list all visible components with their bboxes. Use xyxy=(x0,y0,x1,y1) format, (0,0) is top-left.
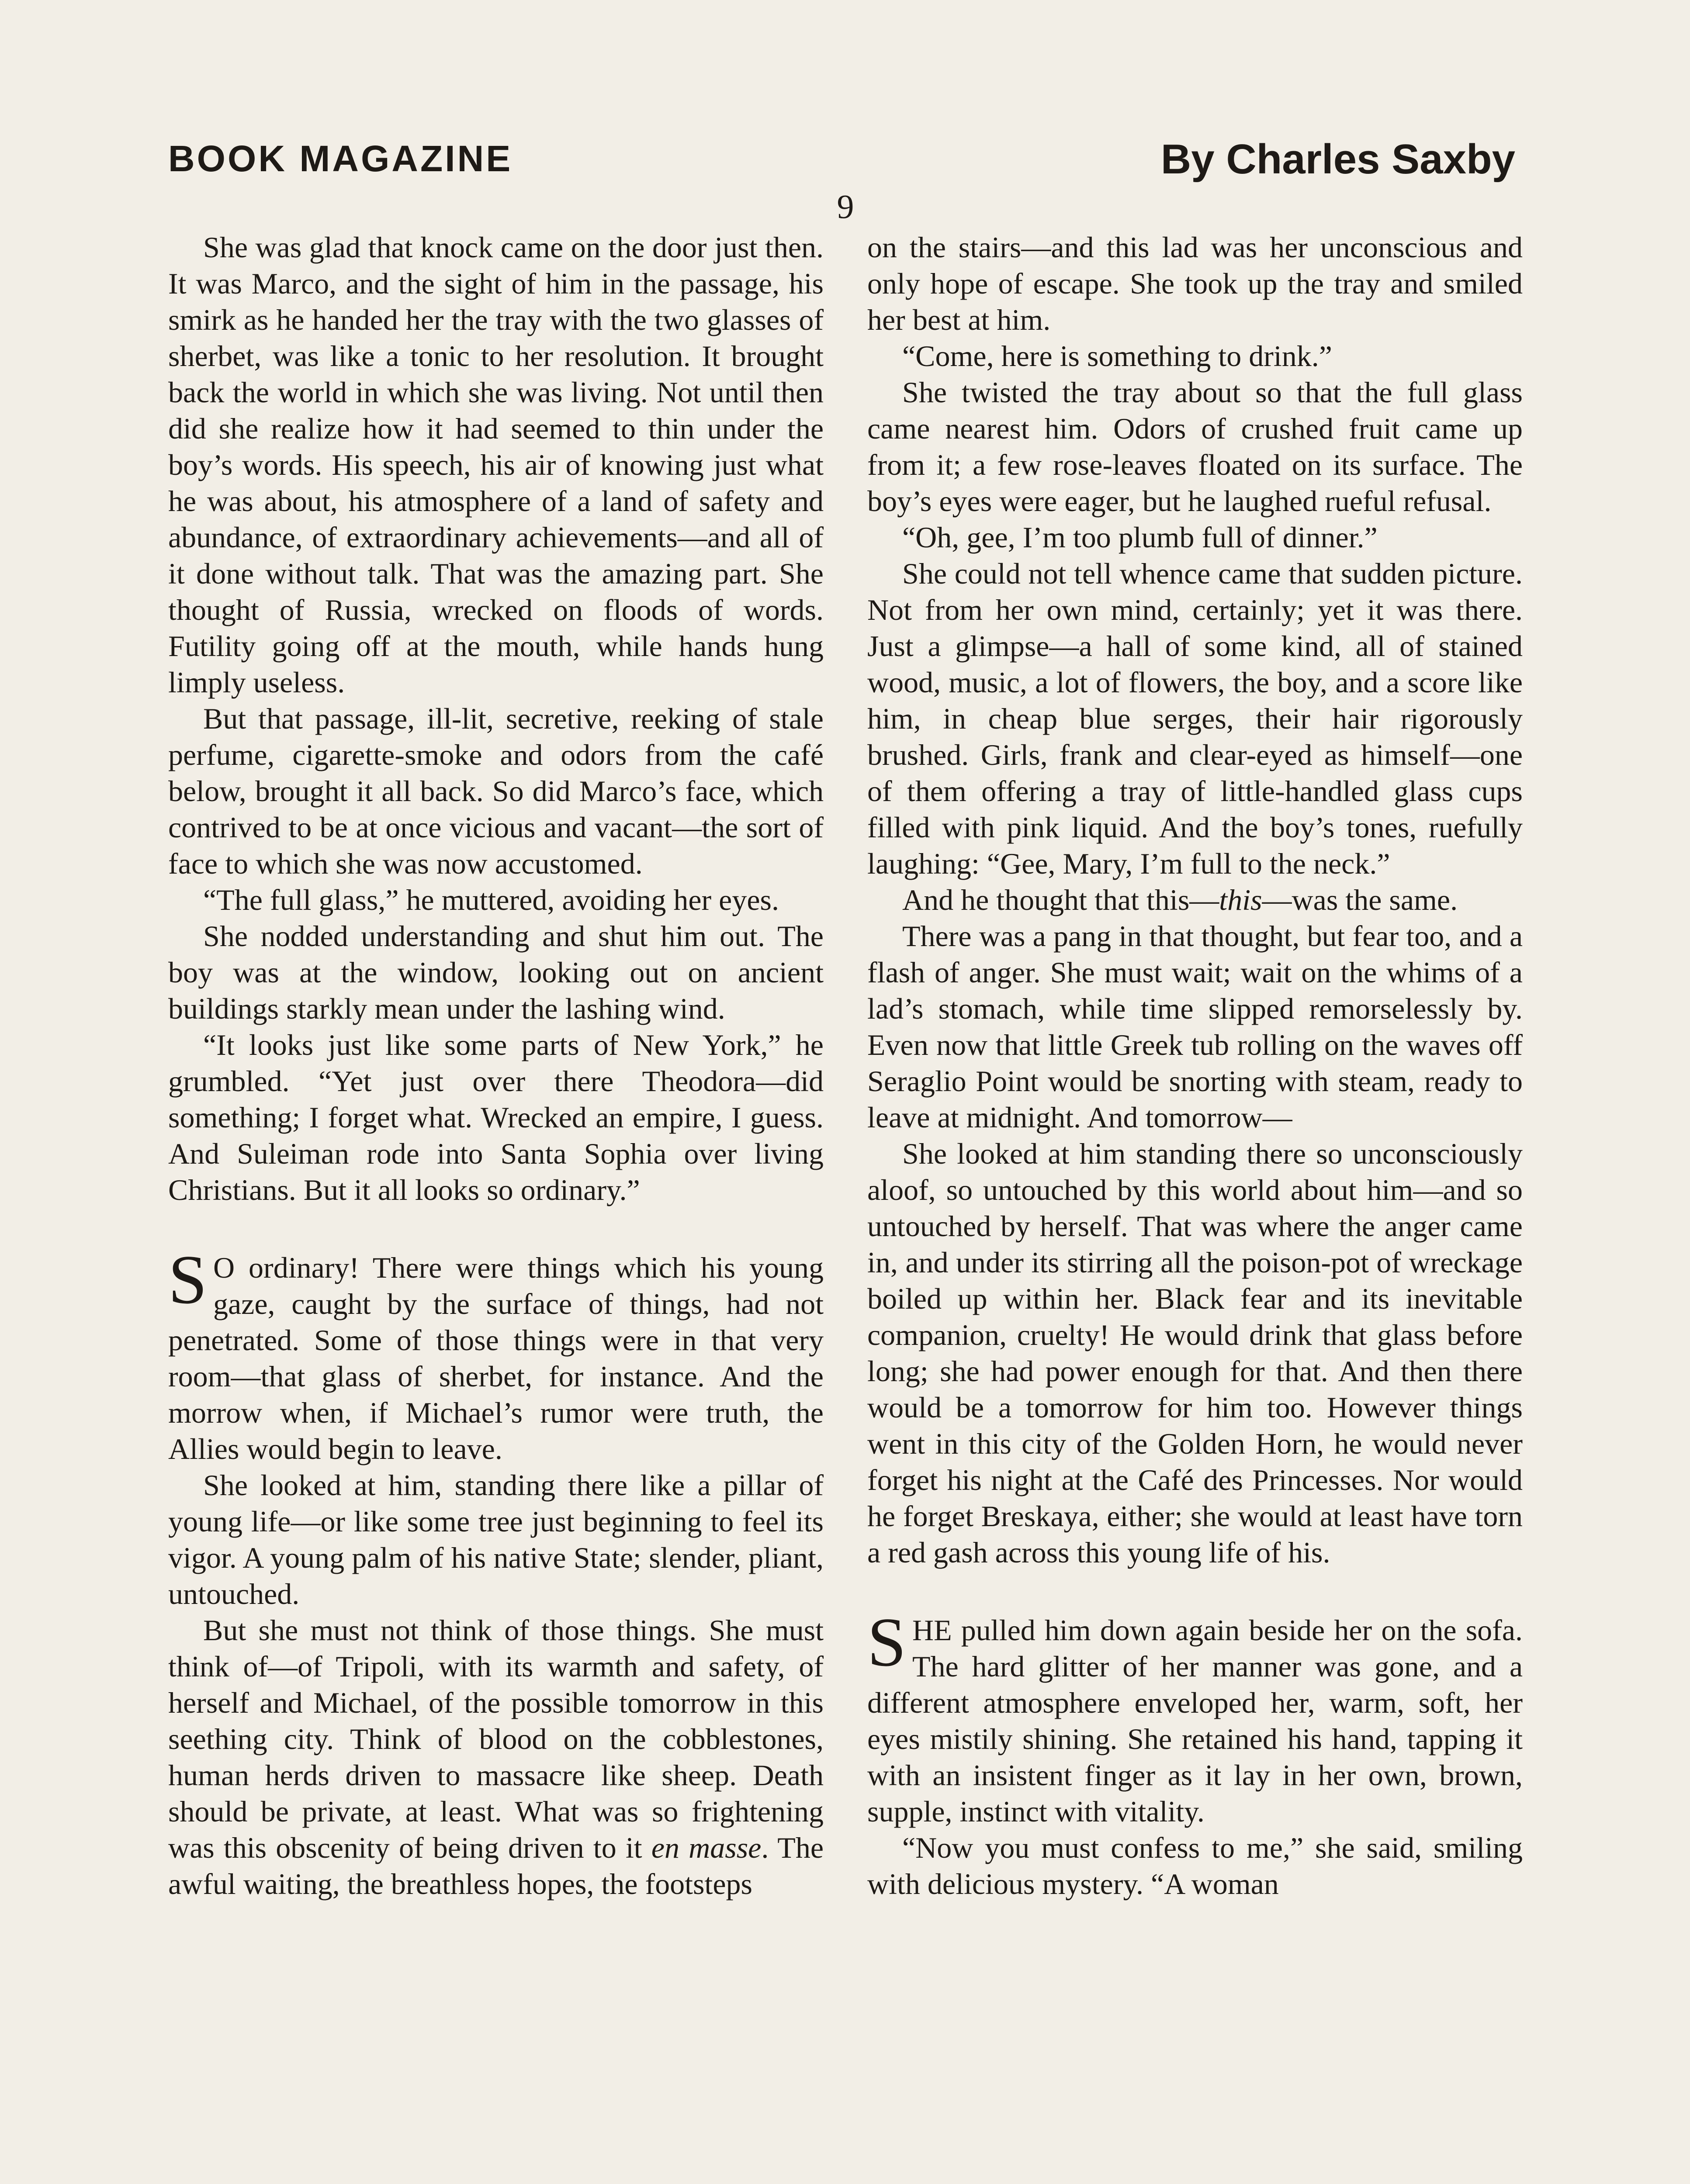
paragraph: She looked at him, standing there like a pillar of young life—or like some tree just beginning to feel its vigor. A young palm of his native State; slender, pliant, untouched. xyxy=(168,1469,824,1610)
paragraph: “It looks just like some parts of New York,” he grumbled. “Yet just over there Theodora—did something; I forget what. Wrecked an empire, I guess. And Suleiman rode into Santa Sophia over living Christians. But it all looks so ordinary.” xyxy=(168,1028,824,1206)
page-number: 9 xyxy=(837,187,854,225)
left-column xyxy=(168,229,824,1902)
italic-phrase: en masse xyxy=(651,1831,762,1864)
paragraph-text: But she must not think of those things. She must think of—of Tripoli, with its warmth and safety, of herself and Michael, of the possible tomorrow in this seething city. Think of blood on the cobblestones, human herds driven to massacre like sheep. Death should be private, at least. What was so frightening was this obscenity of being driven to it xyxy=(168,1614,824,1864)
drop-cap: S xyxy=(168,1241,207,1318)
drop-cap: S xyxy=(867,1603,906,1681)
section-start-paragraph xyxy=(867,1603,1523,1830)
paragraph-text: HE pulled him down again beside her on the sofa. The hard glitter of her manner was gone, and a different atmosphere enveloped her, warm, soft, her eyes mistily shining. She retained his hand, tapping it with an insistent finger as it lay in her own, brown, supple, instinct with vitality. xyxy=(867,1614,1523,1828)
paragraph: “The full glass,” he muttered, avoiding her eyes. xyxy=(203,883,779,916)
paragraph-text: —was the same. xyxy=(1262,883,1458,916)
paragraph: There was a pang in that thought, but fear too, and a flash of anger. She must wait; wait on the whims of a lad’s stomach, while time slipped remorselessly by. Even now that little Greek tub rolling on the waves off Seraglio Point would be snorting with steam, ready to leave at midnight. And tomorrow— xyxy=(867,919,1523,1134)
paragraph: She twisted the tray about so that the full glass came nearest him. Odors of crushed fruit came up from it; a few rose-leaves floated on its surface. The boy’s eyes were eager, but he laughed rueful refusal. xyxy=(867,376,1523,518)
header-author: By Charles Saxby xyxy=(1160,136,1515,183)
paragraph: She looked at him standing there so unconsciously aloof, so untouched by this world about him—and so untouched by herself. That was where the anger came in, and under its stirring all the poison-pot of wreckage boiled up within her. Black fear and its inevitable companion, cruelty! He would drink that glass before long; she had power enough for that. And then there would be a tomorrow for him too. However things went in this city of the Golden Horn, he would never forget his night at the Café des Princesses. Nor would he forget Breskaya, either; she would at least have torn a red gash across this young life of his. xyxy=(867,1137,1523,1569)
paragraph-text: And he thought that this— xyxy=(902,883,1219,916)
paragraph: She nodded understanding and shut him out. The boy was at the window, looking out on ancient buildings starkly mean under the lashing wind. xyxy=(168,919,824,1025)
paragraph: “Oh, gee, I’m too plumb full of dinner.” xyxy=(902,521,1378,554)
header-publication: BOOK MAGAZINE xyxy=(168,138,513,179)
paragraph-text: O ordinary! There were things which his young gaze, caught by the surface of things, had not penetrated. Some of those things were in that very room—that glass of sherbet, for instance. And the morrow when, if Michael’s rumor were truth, the Allies would begin to leave. xyxy=(168,1251,824,1465)
paragraph xyxy=(168,1612,824,1902)
italic-phrase: this xyxy=(1219,883,1262,916)
paragraph: “Now you must confess to me,” she said, smiling with delicious mystery. “A woman xyxy=(867,1831,1523,1901)
right-column xyxy=(867,229,1523,1902)
paragraph-text: . The awful waiting, the breathless hopes, the footsteps xyxy=(168,1831,824,1901)
paragraph: on the stairs—and this lad was her unconscious and only hope of escape. She took up the tray and smiled her best at him. xyxy=(867,231,1523,336)
paragraph: She was glad that knock came on the door just then. It was Marco, and the sight of him in the passage, his smirk as he handed her the tray with the two glasses of sherbet, was like a tonic to her resolution. It brought back the world in which she was living. Not until then did she realize how it had seemed to thin under the boy’s words. His speech, his air of knowing just what he was about, his atmosphere of a land of safety and abundance, of extraordinary achievements—and all of it done without talk. That was the amazing part. She thought of Russia, wrecked on floods of words. Futility going off at the mouth, while hands hung limply useless. xyxy=(168,231,824,699)
paragraph: But that passage, ill-lit, secretive, reeking of stale perfume, cigarette-smoke and odors from the café below, brought it all back. So did Marco’s face, which contrived to be at once vicious and vacant—the sort of face to which she was now accustomed. xyxy=(168,702,824,880)
section-start-paragraph xyxy=(168,1241,824,1467)
paragraph: She could not tell whence came that sudden picture. Not from her own mind, certainly; yet it was there. Just a glimpse—a hall of some kind, all of stained wood, music, a lot of flowers, the boy, and a score like him, in cheap blue serges, their hair rigorously brushed. Girls, frank and clear-eyed as himself—one of them offering a tray of little-handled glass cups filled with pink liquid. And the boy’s tones, ruefully laughing: “Gee, Mary, I’m full to the neck.” xyxy=(867,557,1523,880)
paragraph: “Come, here is something to drink.” xyxy=(902,339,1332,373)
paragraph xyxy=(867,882,1523,918)
